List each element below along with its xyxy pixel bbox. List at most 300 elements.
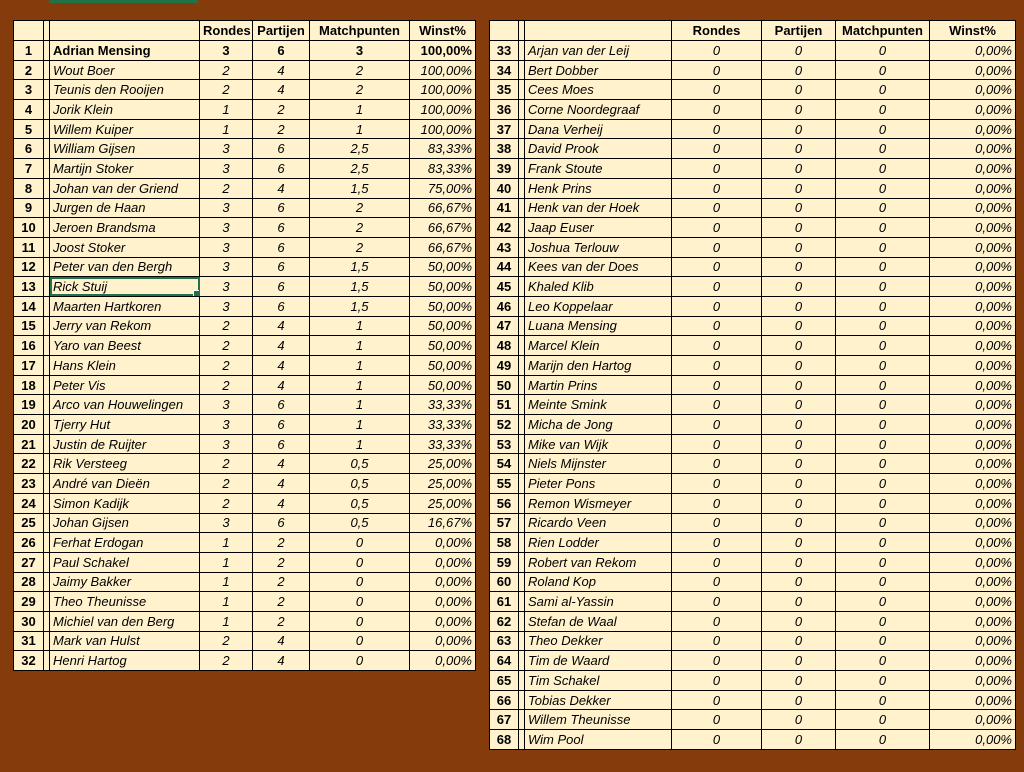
rondes-cell[interactable]: 0: [672, 592, 762, 612]
rondes-cell[interactable]: 0: [672, 513, 762, 533]
partijen-cell[interactable]: 6: [253, 415, 310, 435]
rondes-cell[interactable]: 0: [672, 316, 762, 336]
winst-cell[interactable]: 0,00%: [930, 671, 1016, 691]
winst-cell[interactable]: 83,33%: [410, 139, 476, 159]
matchpunten-cell[interactable]: 2: [310, 198, 410, 218]
rank-cell[interactable]: 22: [14, 454, 44, 474]
partijen-cell[interactable]: 4: [253, 356, 310, 376]
player-name-cell[interactable]: Leo Koppelaar: [525, 296, 672, 316]
matchpunten-cell[interactable]: 2: [310, 60, 410, 80]
matchpunten-cell[interactable]: 0: [836, 356, 930, 376]
rondes-cell[interactable]: 0: [672, 611, 762, 631]
rank-cell[interactable]: 62: [490, 611, 519, 631]
matchpunten-cell[interactable]: 0: [836, 277, 930, 297]
partijen-cell[interactable]: 0: [762, 159, 836, 179]
winst-cell[interactable]: 0,00%: [930, 178, 1016, 198]
rondes-cell[interactable]: 0: [672, 159, 762, 179]
rank-cell[interactable]: 19: [14, 395, 44, 415]
matchpunten-cell[interactable]: 0: [836, 493, 930, 513]
rondes-cell[interactable]: 0: [672, 434, 762, 454]
rondes-cell[interactable]: 1: [200, 572, 253, 592]
rondes-cell[interactable]: 0: [672, 552, 762, 572]
player-name-cell[interactable]: Johan van der Griend: [50, 178, 200, 198]
partijen-cell[interactable]: 0: [762, 80, 836, 100]
rondes-cell[interactable]: 0: [672, 730, 762, 750]
player-name-cell[interactable]: Tobias Dekker: [525, 690, 672, 710]
partijen-cell[interactable]: 0: [762, 454, 836, 474]
matchpunten-cell[interactable]: 0: [836, 454, 930, 474]
winst-cell[interactable]: 50,00%: [410, 316, 476, 336]
player-name-cell[interactable]: Kees van der Does: [525, 257, 672, 277]
rank-cell[interactable]: 20: [14, 415, 44, 435]
winst-cell[interactable]: 0,00%: [930, 552, 1016, 572]
rondes-cell[interactable]: 0: [672, 572, 762, 592]
player-name-cell[interactable]: Johan Gijsen: [50, 513, 200, 533]
partijen-cell[interactable]: 0: [762, 710, 836, 730]
rank-cell[interactable]: 28: [14, 572, 44, 592]
rank-cell[interactable]: 55: [490, 474, 519, 494]
header-partijen[interactable]: Partijen: [762, 21, 836, 41]
partijen-cell[interactable]: 0: [762, 651, 836, 671]
player-name-cell[interactable]: Joshua Terlouw: [525, 237, 672, 257]
rondes-cell[interactable]: 1: [200, 119, 253, 139]
winst-cell[interactable]: 0,00%: [410, 592, 476, 612]
player-name-cell[interactable]: Henk Prins: [525, 178, 672, 198]
rondes-cell[interactable]: 0: [672, 336, 762, 356]
player-name-cell[interactable]: Henri Hartog: [50, 651, 200, 671]
rondes-cell[interactable]: 2: [200, 178, 253, 198]
rank-cell[interactable]: 8: [14, 178, 44, 198]
rondes-cell[interactable]: 1: [200, 592, 253, 612]
rondes-cell[interactable]: 3: [200, 277, 253, 297]
player-name-cell[interactable]: Michiel van den Berg: [50, 611, 200, 631]
rank-cell[interactable]: 31: [14, 631, 44, 651]
header-matchpunten[interactable]: Matchpunten: [836, 21, 930, 41]
player-name-cell[interactable]: Jaimy Bakker: [50, 572, 200, 592]
partijen-cell[interactable]: 4: [253, 178, 310, 198]
player-name-cell[interactable]: Jeroen Brandsma: [50, 218, 200, 238]
rank-cell[interactable]: 4: [14, 100, 44, 120]
rank-cell[interactable]: 68: [490, 730, 519, 750]
rondes-cell[interactable]: 0: [672, 80, 762, 100]
partijen-cell[interactable]: 0: [762, 336, 836, 356]
matchpunten-cell[interactable]: 0: [836, 474, 930, 494]
matchpunten-cell[interactable]: 0: [836, 41, 930, 61]
winst-cell[interactable]: 0,00%: [410, 611, 476, 631]
player-name-cell[interactable]: Justin de Ruijter: [50, 434, 200, 454]
rondes-cell[interactable]: 0: [672, 454, 762, 474]
partijen-cell[interactable]: 4: [253, 60, 310, 80]
player-name-cell[interactable]: Adrian Mensing: [50, 41, 200, 61]
partijen-cell[interactable]: 2: [253, 533, 310, 553]
winst-cell[interactable]: 0,00%: [930, 454, 1016, 474]
matchpunten-cell[interactable]: 0: [836, 690, 930, 710]
rondes-cell[interactable]: 0: [672, 375, 762, 395]
winst-cell[interactable]: 0,00%: [410, 651, 476, 671]
winst-cell[interactable]: 0,00%: [930, 60, 1016, 80]
winst-cell[interactable]: 0,00%: [930, 159, 1016, 179]
rank-cell[interactable]: 63: [490, 631, 519, 651]
player-name-cell[interactable]: Rien Lodder: [525, 533, 672, 553]
matchpunten-cell[interactable]: 0: [836, 60, 930, 80]
partijen-cell[interactable]: 6: [253, 277, 310, 297]
player-name-cell[interactable]: Theo Theunisse: [50, 592, 200, 612]
partijen-cell[interactable]: 0: [762, 395, 836, 415]
player-name-cell[interactable]: Maarten Hartkoren: [50, 296, 200, 316]
rondes-cell[interactable]: 0: [672, 100, 762, 120]
player-name-cell[interactable]: Teunis den Rooijen: [50, 80, 200, 100]
selected-cell[interactable]: Rick Stuij: [50, 277, 200, 297]
matchpunten-cell[interactable]: 1: [310, 100, 410, 120]
winst-cell[interactable]: 0,00%: [930, 237, 1016, 257]
player-name-cell[interactable]: Frank Stoute: [525, 159, 672, 179]
rondes-cell[interactable]: 2: [200, 651, 253, 671]
player-name-cell[interactable]: Paul Schakel: [50, 552, 200, 572]
winst-cell[interactable]: 25,00%: [410, 454, 476, 474]
partijen-cell[interactable]: 0: [762, 237, 836, 257]
winst-cell[interactable]: 0,00%: [930, 316, 1016, 336]
player-name-cell[interactable]: Ricardo Veen: [525, 513, 672, 533]
rank-cell[interactable]: 51: [490, 395, 519, 415]
rondes-cell[interactable]: 0: [672, 671, 762, 691]
winst-cell[interactable]: 83,33%: [410, 159, 476, 179]
rondes-cell[interactable]: 2: [200, 336, 253, 356]
matchpunten-cell[interactable]: 0: [310, 611, 410, 631]
partijen-cell[interactable]: 6: [253, 237, 310, 257]
player-name-cell[interactable]: Tjerry Hut: [50, 415, 200, 435]
rank-cell[interactable]: 67: [490, 710, 519, 730]
player-name-cell[interactable]: Tim Schakel: [525, 671, 672, 691]
winst-cell[interactable]: 0,00%: [930, 611, 1016, 631]
matchpunten-cell[interactable]: 0,5: [310, 493, 410, 513]
partijen-cell[interactable]: 2: [253, 592, 310, 612]
rondes-cell[interactable]: 0: [672, 139, 762, 159]
rondes-cell[interactable]: 0: [672, 257, 762, 277]
rank-cell[interactable]: 48: [490, 336, 519, 356]
winst-cell[interactable]: 33,33%: [410, 415, 476, 435]
rank-cell[interactable]: 35: [490, 80, 519, 100]
rank-cell[interactable]: 44: [490, 257, 519, 277]
partijen-cell[interactable]: 4: [253, 316, 310, 336]
rank-cell[interactable]: 65: [490, 671, 519, 691]
matchpunten-cell[interactable]: 0: [836, 237, 930, 257]
winst-cell[interactable]: 0,00%: [930, 395, 1016, 415]
header-rank[interactable]: [490, 21, 519, 41]
partijen-cell[interactable]: 0: [762, 415, 836, 435]
player-name-cell[interactable]: Martin Prins: [525, 375, 672, 395]
matchpunten-cell[interactable]: 0: [836, 296, 930, 316]
rondes-cell[interactable]: 3: [200, 257, 253, 277]
matchpunten-cell[interactable]: 0: [836, 631, 930, 651]
partijen-cell[interactable]: 0: [762, 178, 836, 198]
player-name-cell[interactable]: Joost Stoker: [50, 237, 200, 257]
matchpunten-cell[interactable]: 0: [836, 100, 930, 120]
player-name-cell[interactable]: Rik Versteeg: [50, 454, 200, 474]
rondes-cell[interactable]: 0: [672, 710, 762, 730]
winst-cell[interactable]: 0,00%: [930, 631, 1016, 651]
rondes-cell[interactable]: 0: [672, 237, 762, 257]
rondes-cell[interactable]: 3: [200, 415, 253, 435]
player-name-cell[interactable]: Willem Kuiper: [50, 119, 200, 139]
winst-cell[interactable]: 66,67%: [410, 237, 476, 257]
rank-cell[interactable]: 42: [490, 218, 519, 238]
winst-cell[interactable]: 100,00%: [410, 100, 476, 120]
winst-cell[interactable]: 0,00%: [930, 296, 1016, 316]
partijen-cell[interactable]: 2: [253, 119, 310, 139]
player-name-cell[interactable]: Marijn den Hartog: [525, 356, 672, 376]
rondes-cell[interactable]: 3: [200, 395, 253, 415]
winst-cell[interactable]: 66,67%: [410, 218, 476, 238]
rank-cell[interactable]: 36: [490, 100, 519, 120]
partijen-cell[interactable]: 4: [253, 336, 310, 356]
player-name-cell[interactable]: André van Dieën: [50, 474, 200, 494]
winst-cell[interactable]: 50,00%: [410, 257, 476, 277]
player-name-cell[interactable]: Yaro van Beest: [50, 336, 200, 356]
matchpunten-cell[interactable]: 0: [836, 513, 930, 533]
player-name-cell[interactable]: David Prook: [525, 139, 672, 159]
matchpunten-cell[interactable]: 0,5: [310, 474, 410, 494]
player-name-cell[interactable]: Arco van Houwelingen: [50, 395, 200, 415]
rank-cell[interactable]: 30: [14, 611, 44, 631]
rank-cell[interactable]: 15: [14, 316, 44, 336]
partijen-cell[interactable]: 4: [253, 375, 310, 395]
matchpunten-cell[interactable]: 1: [310, 434, 410, 454]
winst-cell[interactable]: 100,00%: [410, 119, 476, 139]
rondes-cell[interactable]: 1: [200, 533, 253, 553]
player-name-cell[interactable]: Micha de Jong: [525, 415, 672, 435]
partijen-cell[interactable]: 4: [253, 80, 310, 100]
rank-cell[interactable]: 37: [490, 119, 519, 139]
rondes-cell[interactable]: 2: [200, 80, 253, 100]
partijen-cell[interactable]: 0: [762, 356, 836, 376]
rank-cell[interactable]: 41: [490, 198, 519, 218]
matchpunten-cell[interactable]: 1: [310, 356, 410, 376]
winst-cell[interactable]: 0,00%: [410, 572, 476, 592]
rank-cell[interactable]: 24: [14, 493, 44, 513]
rondes-cell[interactable]: 2: [200, 474, 253, 494]
partijen-cell[interactable]: 0: [762, 671, 836, 691]
winst-cell[interactable]: 0,00%: [930, 434, 1016, 454]
rank-cell[interactable]: 10: [14, 218, 44, 238]
fill-handle[interactable]: [193, 290, 200, 297]
winst-cell[interactable]: 0,00%: [930, 513, 1016, 533]
matchpunten-cell[interactable]: 0: [836, 218, 930, 238]
matchpunten-cell[interactable]: 1: [310, 119, 410, 139]
partijen-cell[interactable]: 6: [253, 513, 310, 533]
rondes-cell[interactable]: 3: [200, 41, 253, 61]
header-rondes[interactable]: Rondes: [672, 21, 762, 41]
matchpunten-cell[interactable]: 0: [836, 198, 930, 218]
matchpunten-cell[interactable]: 0: [310, 592, 410, 612]
rank-cell[interactable]: 45: [490, 277, 519, 297]
player-name-cell[interactable]: Theo Dekker: [525, 631, 672, 651]
rondes-cell[interactable]: 2: [200, 631, 253, 651]
player-name-cell[interactable]: Remon Wismeyer: [525, 493, 672, 513]
rank-cell[interactable]: 34: [490, 60, 519, 80]
player-name-cell[interactable]: Jorik Klein: [50, 100, 200, 120]
matchpunten-cell[interactable]: 0: [836, 651, 930, 671]
matchpunten-cell[interactable]: 0,5: [310, 513, 410, 533]
matchpunten-cell[interactable]: 1,5: [310, 277, 410, 297]
rank-cell[interactable]: 32: [14, 651, 44, 671]
rank-cell[interactable]: 26: [14, 533, 44, 553]
winst-cell[interactable]: 33,33%: [410, 434, 476, 454]
rank-cell[interactable]: 6: [14, 139, 44, 159]
rondes-cell[interactable]: 0: [672, 198, 762, 218]
rank-cell[interactable]: 46: [490, 296, 519, 316]
rondes-cell[interactable]: 1: [200, 611, 253, 631]
player-name-cell[interactable]: Mike van Wijk: [525, 434, 672, 454]
partijen-cell[interactable]: 2: [253, 572, 310, 592]
winst-cell[interactable]: 50,00%: [410, 336, 476, 356]
rank-cell[interactable]: 27: [14, 552, 44, 572]
partijen-cell[interactable]: 4: [253, 651, 310, 671]
partijen-cell[interactable]: 0: [762, 60, 836, 80]
rank-cell[interactable]: 33: [490, 41, 519, 61]
winst-cell[interactable]: 0,00%: [930, 356, 1016, 376]
player-name-cell[interactable]: Jurgen de Haan: [50, 198, 200, 218]
partijen-cell[interactable]: 0: [762, 690, 836, 710]
matchpunten-cell[interactable]: 0: [836, 139, 930, 159]
partijen-cell[interactable]: 0: [762, 277, 836, 297]
partijen-cell[interactable]: 0: [762, 296, 836, 316]
player-name-cell[interactable]: Wout Boer: [50, 60, 200, 80]
rank-cell[interactable]: 54: [490, 454, 519, 474]
rank-cell[interactable]: 13: [14, 277, 44, 297]
matchpunten-cell[interactable]: 0: [836, 257, 930, 277]
header-partijen[interactable]: Partijen: [253, 21, 310, 41]
rondes-cell[interactable]: 3: [200, 434, 253, 454]
partijen-cell[interactable]: 0: [762, 533, 836, 553]
matchpunten-cell[interactable]: 0: [836, 316, 930, 336]
rondes-cell[interactable]: 3: [200, 139, 253, 159]
matchpunten-cell[interactable]: 0: [310, 651, 410, 671]
matchpunten-cell[interactable]: 0: [836, 671, 930, 691]
partijen-cell[interactable]: 0: [762, 493, 836, 513]
rondes-cell[interactable]: 3: [200, 296, 253, 316]
winst-cell[interactable]: 25,00%: [410, 474, 476, 494]
winst-cell[interactable]: 50,00%: [410, 356, 476, 376]
player-name-cell[interactable]: Willem Theunisse: [525, 710, 672, 730]
rank-cell[interactable]: 57: [490, 513, 519, 533]
winst-cell[interactable]: 0,00%: [930, 100, 1016, 120]
rondes-cell[interactable]: 3: [200, 218, 253, 238]
winst-cell[interactable]: 66,67%: [410, 198, 476, 218]
rank-cell[interactable]: 56: [490, 493, 519, 513]
matchpunten-cell[interactable]: 2,5: [310, 139, 410, 159]
matchpunten-cell[interactable]: 2: [310, 218, 410, 238]
winst-cell[interactable]: 100,00%: [410, 41, 476, 61]
player-name-cell[interactable]: Wim Pool: [525, 730, 672, 750]
partijen-cell[interactable]: 6: [253, 41, 310, 61]
rondes-cell[interactable]: 0: [672, 533, 762, 553]
winst-cell[interactable]: 0,00%: [930, 651, 1016, 671]
winst-cell[interactable]: 0,00%: [410, 533, 476, 553]
player-name-cell[interactable]: Robert van Rekom: [525, 552, 672, 572]
winst-cell[interactable]: 0,00%: [930, 277, 1016, 297]
winst-cell[interactable]: 0,00%: [930, 336, 1016, 356]
winst-cell[interactable]: 0,00%: [930, 218, 1016, 238]
player-name-cell[interactable]: Stefan de Waal: [525, 611, 672, 631]
winst-cell[interactable]: 0,00%: [930, 690, 1016, 710]
partijen-cell[interactable]: 2: [253, 100, 310, 120]
winst-cell[interactable]: 0,00%: [930, 139, 1016, 159]
partijen-cell[interactable]: 4: [253, 454, 310, 474]
matchpunten-cell[interactable]: 0: [836, 395, 930, 415]
winst-cell[interactable]: 33,33%: [410, 395, 476, 415]
matchpunten-cell[interactable]: 0: [836, 336, 930, 356]
rank-cell[interactable]: 64: [490, 651, 519, 671]
rank-cell[interactable]: 16: [14, 336, 44, 356]
player-name-cell[interactable]: Mark van Hulst: [50, 631, 200, 651]
partijen-cell[interactable]: 0: [762, 198, 836, 218]
winst-cell[interactable]: 100,00%: [410, 60, 476, 80]
rank-cell[interactable]: 17: [14, 356, 44, 376]
winst-cell[interactable]: 50,00%: [410, 296, 476, 316]
rondes-cell[interactable]: 0: [672, 631, 762, 651]
partijen-cell[interactable]: 0: [762, 513, 836, 533]
rondes-cell[interactable]: 2: [200, 454, 253, 474]
header-rank[interactable]: [14, 21, 44, 41]
matchpunten-cell[interactable]: 2,5: [310, 159, 410, 179]
rondes-cell[interactable]: 3: [200, 237, 253, 257]
partijen-cell[interactable]: 0: [762, 611, 836, 631]
winst-cell[interactable]: 75,00%: [410, 178, 476, 198]
winst-cell[interactable]: 0,00%: [930, 80, 1016, 100]
rank-cell[interactable]: 52: [490, 415, 519, 435]
partijen-cell[interactable]: 6: [253, 395, 310, 415]
rondes-cell[interactable]: 0: [672, 395, 762, 415]
partijen-cell[interactable]: 0: [762, 375, 836, 395]
partijen-cell[interactable]: 0: [762, 592, 836, 612]
rank-cell[interactable]: 47: [490, 316, 519, 336]
rank-cell[interactable]: 23: [14, 474, 44, 494]
rondes-cell[interactable]: 1: [200, 552, 253, 572]
winst-cell[interactable]: 0,00%: [930, 730, 1016, 750]
rank-cell[interactable]: 39: [490, 159, 519, 179]
matchpunten-cell[interactable]: 0: [836, 119, 930, 139]
rank-cell[interactable]: 40: [490, 178, 519, 198]
player-name-cell[interactable]: Pieter Pons: [525, 474, 672, 494]
player-name-cell[interactable]: Peter van den Bergh: [50, 257, 200, 277]
player-name-cell[interactable]: Arjan van der Leij: [525, 41, 672, 61]
winst-cell[interactable]: 50,00%: [410, 277, 476, 297]
rank-cell[interactable]: 11: [14, 237, 44, 257]
rondes-cell[interactable]: 2: [200, 375, 253, 395]
partijen-cell[interactable]: 6: [253, 257, 310, 277]
rank-cell[interactable]: 58: [490, 533, 519, 553]
rank-cell[interactable]: 49: [490, 356, 519, 376]
partijen-cell[interactable]: 0: [762, 119, 836, 139]
rank-cell[interactable]: 25: [14, 513, 44, 533]
winst-cell[interactable]: 0,00%: [930, 198, 1016, 218]
player-name-cell[interactable]: Henk van der Hoek: [525, 198, 672, 218]
partijen-cell[interactable]: 0: [762, 257, 836, 277]
player-name-cell[interactable]: Roland Kop: [525, 572, 672, 592]
partijen-cell[interactable]: 2: [253, 611, 310, 631]
winst-cell[interactable]: 100,00%: [410, 80, 476, 100]
matchpunten-cell[interactable]: 0: [310, 533, 410, 553]
winst-cell[interactable]: 0,00%: [930, 474, 1016, 494]
winst-cell[interactable]: 0,00%: [410, 552, 476, 572]
player-name-cell[interactable]: Jerry van Rekom: [50, 316, 200, 336]
partijen-cell[interactable]: 0: [762, 218, 836, 238]
winst-cell[interactable]: 25,00%: [410, 493, 476, 513]
partijen-cell[interactable]: 6: [253, 198, 310, 218]
partijen-cell[interactable]: 4: [253, 493, 310, 513]
rondes-cell[interactable]: 0: [672, 690, 762, 710]
player-name-cell[interactable]: Jaap Euser: [525, 218, 672, 238]
